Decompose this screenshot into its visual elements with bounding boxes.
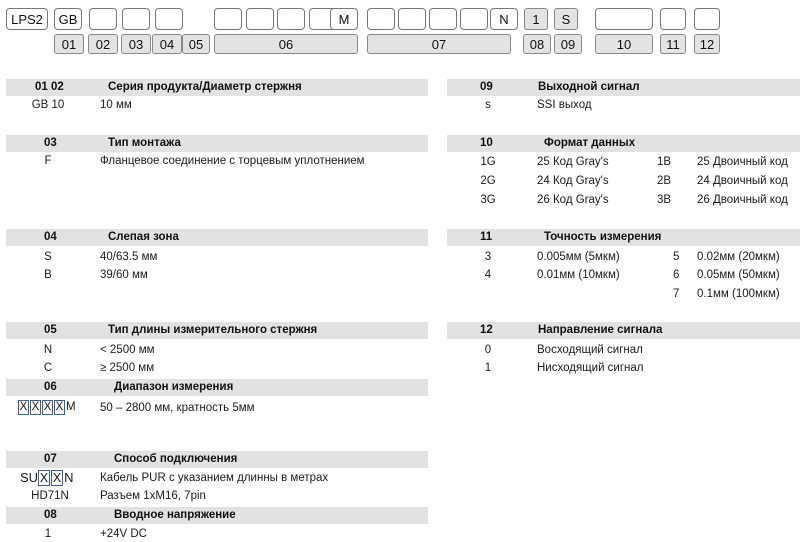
section-code: 08 xyxy=(44,509,57,521)
row-text: 40/63.5 мм xyxy=(100,251,158,263)
row-text: 0.005мм (5мкм) xyxy=(537,251,620,263)
placeholder-x-box: X xyxy=(52,471,62,485)
row-text: < 2500 мм xyxy=(100,344,155,356)
section-07-header xyxy=(6,451,428,468)
section-08-header xyxy=(6,507,428,524)
section-title: Тип длины измерительного стержня xyxy=(108,324,318,336)
connection-prefix: SU xyxy=(20,470,39,485)
section-title: Слепая зона xyxy=(108,231,179,243)
connection-suffix: N xyxy=(64,470,74,485)
pos-09: 09 xyxy=(554,34,582,54)
code-box-07a xyxy=(367,8,395,30)
row-text: 24 Двоичный код xyxy=(697,175,788,187)
row-code: 1 xyxy=(44,528,52,540)
row-text: 0.02мм (20мкм) xyxy=(697,251,780,263)
section-code: 05 xyxy=(44,324,57,336)
row-text: 26 Двоичный код xyxy=(697,194,788,206)
section-03-header xyxy=(6,135,428,152)
section-code: 10 xyxy=(480,137,493,149)
section-code: 12 xyxy=(480,324,493,336)
row-text: Нисходящий сигнал xyxy=(537,362,644,374)
row-code: 1G xyxy=(480,156,496,168)
row-text: 10 мм xyxy=(100,99,132,111)
code-box-07c xyxy=(429,8,457,30)
placeholder-x-box: X xyxy=(43,401,52,413)
section-10-header xyxy=(447,135,800,152)
pos-01: 01 xyxy=(54,34,84,54)
row-code: B xyxy=(44,269,52,281)
code-box-11 xyxy=(660,8,686,30)
section-title: Вводное напряжение xyxy=(114,509,236,521)
row-text: Восходящий сигнал xyxy=(537,344,643,356)
row-code: 6 xyxy=(673,269,680,281)
section-title: Формат данных xyxy=(544,137,636,149)
section-code: 11 xyxy=(480,231,493,243)
code-box-07b xyxy=(398,8,426,30)
pos-05: 05 xyxy=(182,34,210,54)
row-code: 3G xyxy=(480,194,496,206)
row-code: C xyxy=(43,362,53,374)
row-code: 1B xyxy=(657,156,672,168)
code-box-range-suffix: M xyxy=(330,8,358,30)
row-code: S xyxy=(44,251,52,263)
row-code: s xyxy=(485,99,491,111)
section-06-header xyxy=(6,379,428,396)
pos-02: 02 xyxy=(88,34,118,54)
code-box-07d xyxy=(460,8,488,30)
row-code: 1 xyxy=(484,362,492,374)
row-code: 5 xyxy=(673,251,680,263)
row-text: 0.01мм (10мкм) xyxy=(537,269,620,281)
row-text: 0.05мм (50мкм) xyxy=(697,269,780,281)
row-code: F xyxy=(44,155,52,167)
pos-12: 12 xyxy=(694,34,720,54)
code-box-10 xyxy=(595,8,653,30)
section-title: Диапазон измерения xyxy=(114,381,234,393)
code-box-conn-suffix: N xyxy=(490,8,518,30)
section-04-header xyxy=(6,229,428,246)
code-box-rod: GB xyxy=(54,8,82,30)
pos-07: 07 xyxy=(367,34,511,54)
row-text: Кабель PUR с указанием длинны в метрах xyxy=(100,472,329,484)
row-text: ≥ 2500 мм xyxy=(100,362,155,374)
pos-11: 11 xyxy=(660,34,686,54)
section-12-header xyxy=(447,322,800,339)
row-text: SSI выход xyxy=(537,99,592,111)
section-code: 06 xyxy=(44,381,57,393)
pos-03: 03 xyxy=(121,34,151,54)
code-box-signal: 1 xyxy=(524,8,548,30)
row-text: +24V DC xyxy=(100,528,147,540)
row-code: HD71N xyxy=(31,490,69,502)
row-code: 4 xyxy=(484,269,492,281)
range-suffix: M xyxy=(66,401,76,413)
row-text: 25 Код Gray's xyxy=(537,156,609,168)
row-text: 39/60 мм xyxy=(100,269,148,281)
pos-04: 04 xyxy=(152,34,182,54)
code-box-04 xyxy=(122,8,150,30)
section-title: Способ подключения xyxy=(114,453,238,465)
row-text: Разъем 1хM16, 7pin xyxy=(100,490,206,502)
row-text: 26 Код Gray's xyxy=(537,194,609,206)
section-title: Серия продукта/Диаметр стержня xyxy=(108,81,302,93)
placeholder-x-box: X xyxy=(19,401,28,413)
row-text: 50 – 2800 мм, кратность 5мм xyxy=(100,402,255,414)
row-text: 24 Код Gray's xyxy=(537,175,609,187)
placeholder-x-box: X xyxy=(39,471,49,485)
row-text: Фланцевое соединение с торцевым уплотнением xyxy=(100,155,365,167)
code-box-prefix: LPS2 xyxy=(6,8,48,30)
section-09-header xyxy=(447,79,800,96)
row-code: 2G xyxy=(480,175,496,187)
section-code: 03 xyxy=(44,137,57,149)
section-code: 09 xyxy=(480,81,493,93)
code-box-format: S xyxy=(554,8,578,30)
row-code: N xyxy=(43,344,53,356)
code-box-06a xyxy=(214,8,242,30)
section-title: Точность измерения xyxy=(544,231,662,243)
section-title: Выходной сигнал xyxy=(538,81,640,93)
section-code: 04 xyxy=(44,231,57,243)
code-box-03 xyxy=(89,8,117,30)
pos-08: 08 xyxy=(523,34,551,54)
section-11-header xyxy=(447,229,800,246)
section-title: Тип монтажа xyxy=(108,137,181,149)
section-05-header xyxy=(6,322,428,339)
section-code: 07 xyxy=(44,453,57,465)
row-code: 2B xyxy=(657,175,672,187)
section-code: 01 02 xyxy=(35,81,64,93)
row-code: 3B xyxy=(657,194,672,206)
pos-06: 06 xyxy=(214,34,358,54)
row-text: 0.1мм (100мкм) xyxy=(697,288,780,300)
range-code-pattern xyxy=(18,400,76,415)
connection-code-pattern xyxy=(20,470,73,486)
placeholder-x-box: X xyxy=(31,401,40,413)
code-box-12 xyxy=(694,8,720,30)
row-code: GB 10 xyxy=(31,99,65,111)
pos-10: 10 xyxy=(595,34,653,54)
row-text: 25 Двоичный код xyxy=(697,156,788,168)
row-code: 3 xyxy=(484,251,492,263)
section-0102-header xyxy=(6,79,428,96)
code-box-06b xyxy=(246,8,274,30)
code-box-05 xyxy=(155,8,183,30)
code-box-06c xyxy=(277,8,305,30)
row-code: 0 xyxy=(484,344,492,356)
placeholder-x-box: X xyxy=(55,401,64,413)
row-code: 7 xyxy=(673,288,680,300)
section-title: Направление сигнала xyxy=(538,324,663,336)
